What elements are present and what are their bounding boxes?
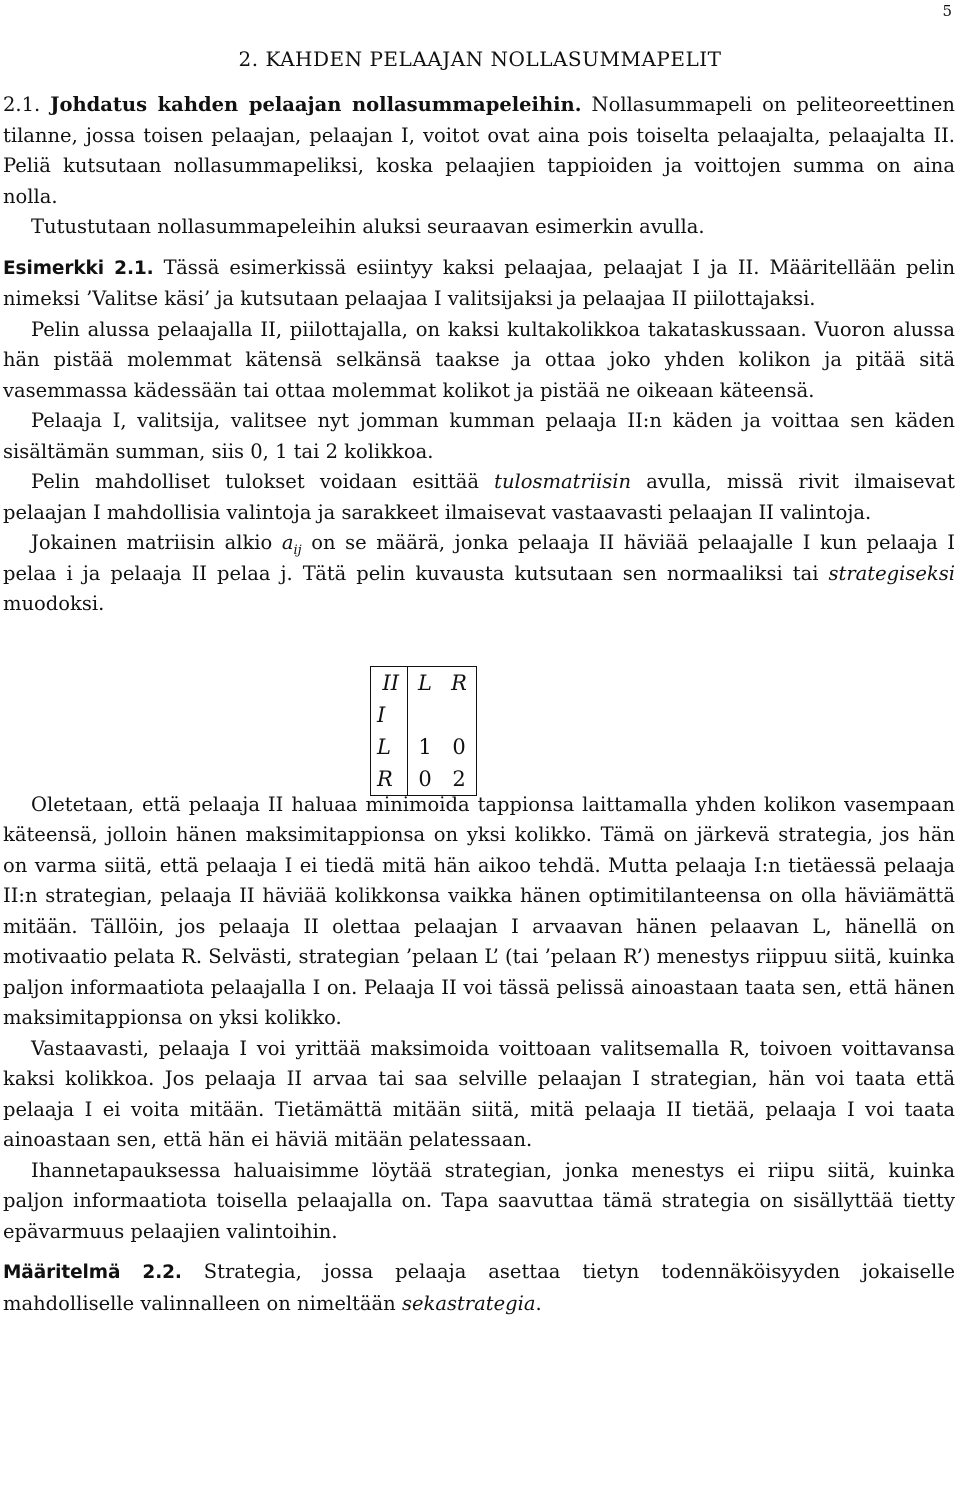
matrix-corner-row-label: I: [371, 699, 408, 731]
section-number: 2.1.: [3, 93, 41, 116]
page-number: 5: [942, 2, 952, 20]
matrix-row-label: L: [371, 731, 408, 763]
text-run: Jokainen matriisin alkio: [31, 531, 282, 554]
matrix-col-label: L: [418, 670, 432, 695]
example-paragraph: [3, 253, 955, 315]
text-run: avulla, missä rivit ilmaisevat pelaajan I mahdollisia valintoja ja sarakkeet ilmaisevat vastaavasti pelaajan II valintoja.: [3, 470, 955, 524]
matrix-row: [371, 763, 477, 796]
matrix-cell: 0: [418, 766, 432, 791]
math-subscript: ij: [293, 542, 302, 558]
matrix-corner-row: [371, 699, 477, 731]
matrix-empty-cell: [408, 699, 443, 731]
matrix-corner-col: II: [371, 666, 408, 699]
example-paragraph-2: Pelin alussa pelaajalla II, piilottajalla, on kaksi kultakolikkoa takataskussaan. Vuoron alussa hän pistää molemmat kätensä selkänsä taakse ja ottaa joko yhden kolikon ja pitää sitä vasemmassa kädessään tai ottaa molemmat kolikot ja pistää ne oikeaan käteensä.: [3, 317, 955, 402]
page-content: [3, 90, 955, 1319]
emphasis-term: tulosmatriisin: [494, 470, 632, 493]
matrix-row: [371, 731, 477, 763]
intro-paragraph: Tutustutaan nollasummapeleihin aluksi seuraavan esimerkin avulla.: [31, 215, 705, 238]
matrix-header-row: [371, 666, 477, 699]
matrix-cell: 2: [452, 766, 466, 791]
section-text: Nollasummapeli on peliteoreettinen tilanne, jossa toisen pelaajan, pelaajan I, voitot ovat aina pois toiselta pelaajalta, pelaajalta II. Peliä kutsutaan nollasummapeliksi, koska pelaajien tappioiden ja voittojen summa on aina nolla.: [3, 93, 955, 208]
payoff-matrix-container: [3, 620, 955, 790]
math-variable: a: [281, 531, 294, 554]
text-run: on se määrä, jonka pelaaja II häviää pelaajalle I kun pelaaja I pelaa i ja pelaaja II pelaa j. Tätä pelin kuvausta kutsutaan sen normaaliksi tai: [3, 531, 955, 585]
matrix-empty-cell: [442, 699, 477, 731]
emphasis-term: strategiseksi: [828, 561, 955, 585]
analysis-paragraph-2: Vastaavasti, pelaaja I voi yrittää maksimoida voittoaan valitsemalla R, toivoen voittavansa kaksi kolikkoa. Jos pelaaja II arvaa tai saa selville pelaajan I strategian, hän voi taata että pelaaja I ei voita mitään. Tietämättä mitään siitä, mitä pelaaja II tietää, pelaaja I voi taata ainoastaan sen, että hän ei häviä mitään pelatessaan.: [3, 1036, 955, 1151]
matrix-cell: 1: [418, 734, 432, 759]
example-text: Tässä esimerkissä esiintyy kaksi pelaajaa, pelaajat I ja II. Määritellään pelin nimeksi ’Valitse käsi’ ja kutsutaan pelaajaa I valitsijaksi ja pelaajaa II piilottajaksi.: [3, 255, 956, 310]
definition-paragraph: [3, 1257, 955, 1319]
definition-text: Strategia, jossa pelaaja asettaa tietyn todennäköisyyden jokaiselle mahdolliselle valinnalleen on nimeltään: [3, 1260, 956, 1315]
section-title: Johdatus kahden pelaajan nollasummapeleihin.: [50, 93, 582, 116]
analysis-paragraph-1: Oletetaan, että pelaaja II haluaa minimoida tappionsa laittamalla yhden kolikon vasempaan käteensä, jolloin hänen maksimitappionsa on yksi kolikko. Tämä on järkevä strategia, jos hän on varma siitä, että pelaaja I ei tiedä mitä hän aikoo tehdä. Mutta pelaaja I:n tietäessä pelaaja II:n strategian, pelaaja II häviää kolikkonsa vaikka hänen optimitilanteensa on olla häviämättä mitään. Tällöin, jos pelaaja II olettaa pelaajan I arvaavan hänen pelaavan L, hänellä on motivaatio pelata R. Selvästi, strategian ’pelaan L’ (tai ’pelaan R’) menestys riippuu siitä, kuinka paljon informaatiota pelaajalla I on. Pelaaja II voi tässä pelissä ainoastaan taata sen, että hänen maksimitappionsa on yksi kolikko.: [3, 792, 955, 1029]
matrix-row-label: R: [371, 763, 408, 796]
example-paragraph-3: Pelaaja I, valitsija, valitsee nyt jomman kumman pelaaja II:n käden ja voittaa sen käden sisältämän summan, siis 0, 1 tai 2 kolikkoa.: [3, 409, 955, 463]
definition-end: .: [535, 1291, 542, 1315]
matrix-cell: 0: [452, 734, 466, 759]
example-paragraph-4: [3, 467, 955, 528]
definition-label: Määritelmä 2.2.: [3, 1262, 182, 1283]
example-label: Esimerkki 2.1.: [3, 257, 154, 279]
matrix-col-label: R: [451, 670, 467, 695]
section-paragraph: [3, 90, 955, 212]
chapter-title: 2. KAHDEN PELAAJAN NOLLASUMMAPELIT: [238, 47, 722, 71]
payoff-matrix: [370, 666, 477, 796]
text-run: Pelin mahdolliset tulokset voidaan esittää: [31, 470, 495, 493]
definition-term: sekastrategia: [401, 1291, 536, 1315]
example-paragraph-5: [3, 528, 955, 620]
analysis-paragraph-3: Ihannetapauksessa haluaisimme löytää strategian, jonka menestys ei riipu siitä, kuinka paljon informaatiota toisella pelaajalla on. Tapa saavuttaa tämä strategia on sisällyttää tietty epävarmuus pelaajien valintoihin.: [3, 1158, 955, 1243]
text-run: muodoksi.: [3, 592, 105, 615]
